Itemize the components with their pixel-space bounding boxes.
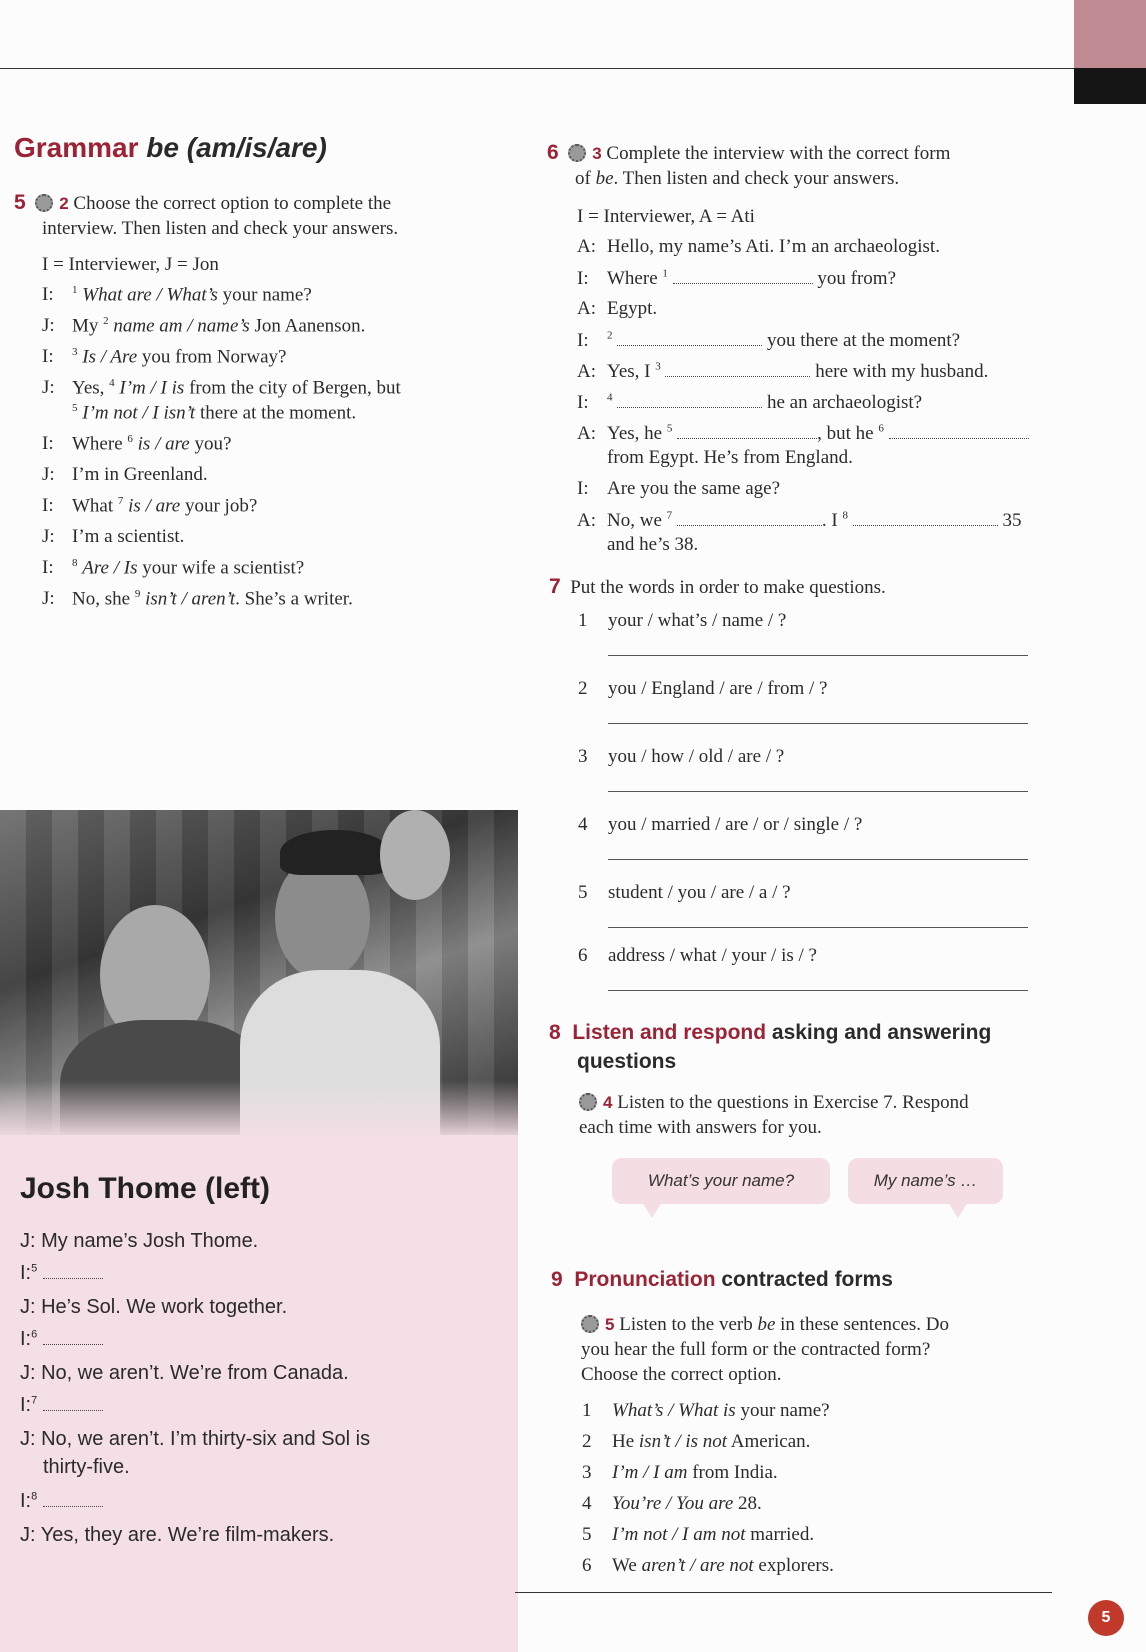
exercise-number: 5 — [14, 191, 26, 214]
answer-blank[interactable] — [665, 360, 810, 377]
option-choice[interactable]: I’m not / I am not — [612, 1524, 746, 1545]
sentence-item: 4 You’re / You are 28. — [582, 1493, 762, 1514]
answer-blank[interactable] — [889, 422, 1029, 439]
josh-blank-line: I:$^5$ — [20, 1262, 103, 1285]
sentence-item: 1 What’s / What is your name? — [582, 1400, 830, 1421]
dialogue-line: A: Yes, he $^5$ , but he $^6$ — [577, 422, 1029, 445]
josh-line: J: No, we aren’t. I’m thirty-six and Sol is — [20, 1428, 371, 1450]
question-item: 3 you / how / old / are / ? — [578, 746, 1038, 792]
josh-line: J: No, we aren’t. We’re from Canada. — [20, 1362, 349, 1384]
page-number: 5 — [1088, 1600, 1124, 1636]
exercise-number: 9 — [551, 1268, 563, 1291]
exercise-7-instruction: 7 Put the words in order to make questions. — [549, 575, 886, 598]
dialogue-line: I: What $^7$ is / are your job? — [42, 495, 258, 517]
bottom-rule — [515, 1592, 1052, 1593]
track-number: 5 — [605, 1315, 615, 1334]
dialogue-line: $^5$ I’m not / I isn’t there at the moment. — [72, 402, 357, 424]
dialogue-line: I: $^4$ he an archaeologist? — [577, 391, 923, 413]
question-item: 2 you / England / are / from / ? — [578, 678, 1038, 724]
exercise-9-instruction: 5 Listen to the verb be in these sentences. Do you hear the full form or the contracted form? Choose the correct option. — [581, 1314, 949, 1385]
answer-line[interactable] — [608, 790, 1028, 792]
answer-blank[interactable] — [677, 422, 817, 439]
section-heading — [14, 132, 327, 164]
question-item: 5 student / you / are / a / ? — [578, 882, 1038, 928]
heading-rest: be (am/is/are) — [146, 132, 327, 163]
question-item: 6 address / what / your / is / ? — [578, 945, 1038, 991]
dialogue-line: J: No, she $^9$ isn’t / aren’t. She’s a writer. — [42, 588, 353, 610]
answer-blank[interactable] — [617, 391, 762, 408]
option-choice[interactable]: aren’t / are not — [641, 1555, 754, 1576]
dialogue-line: A: Yes, I $^3$ here with my husband. — [577, 360, 989, 382]
answer-line[interactable] — [608, 858, 1028, 860]
answer-line[interactable] — [608, 989, 1028, 991]
audio-cd-icon[interactable] — [568, 144, 586, 162]
exercise-9-heading: 9 Pronunciation contracted forms — [551, 1268, 893, 1291]
option-choice[interactable]: You’re / You are — [612, 1493, 734, 1514]
option-choice[interactable]: What are / What’s — [82, 284, 218, 306]
dialogue-line: I: $^1$ What are / What’s your name? — [42, 284, 312, 306]
option-choice[interactable]: name am / name’s — [113, 315, 250, 337]
answer-blank[interactable] — [677, 509, 822, 526]
josh-line: thirty-five. — [43, 1456, 130, 1478]
answer-blank[interactable] — [853, 509, 998, 526]
speaker-key: I = Interviewer, J = Jon — [42, 254, 219, 275]
dialogue-line: J: Yes, $^4$ I’m / I is from the city of Bergen, but — [42, 377, 401, 399]
option-choice[interactable]: is / are — [128, 495, 181, 517]
answer-line[interactable] — [608, 654, 1028, 656]
dialogue-line: A: Egypt. — [577, 298, 658, 319]
josh-blank-line: I:$^6$ — [20, 1328, 103, 1351]
josh-blank-line: I:$^7$ — [20, 1394, 103, 1417]
sentence-item: 2 He isn’t / is not American. — [582, 1431, 811, 1452]
option-choice[interactable]: I’m / I is — [119, 377, 185, 399]
option-choice[interactable]: What’s / What is — [612, 1400, 736, 1421]
dialogue-line: I: Are you the same age? — [577, 478, 781, 499]
panel-title: Josh Thome (left) — [20, 1172, 271, 1205]
speech-bubble: My name’s … — [848, 1158, 1003, 1204]
option-choice[interactable]: Are / Is — [82, 557, 138, 579]
answer-blank[interactable] — [673, 267, 813, 284]
dialogue-line: J: My $^2$ name am / name’s Jon Aanenson. — [42, 315, 366, 337]
josh-line: J: He’s Sol. We work together. — [20, 1296, 288, 1318]
instruction: of be. Then listen and check your answers. — [575, 168, 900, 189]
question-item: 4 you / married / are / or / single / ? — [578, 814, 1038, 860]
dialogue-line: I: Where $^1$ you from? — [577, 267, 897, 289]
corner-tab — [1074, 0, 1146, 104]
dialogue-line: J: I’m in Greenland. — [42, 464, 208, 485]
instruction: Complete the interview with the correct form — [606, 143, 951, 164]
exercise-number: 8 — [549, 1021, 561, 1044]
dialogue-line: from Egypt. He’s from England. — [607, 447, 853, 468]
option-choice[interactable]: Is / Are — [82, 346, 138, 368]
answer-blank[interactable] — [617, 329, 762, 346]
josh-line: J: Yes, they are. We’re film-makers. — [20, 1524, 335, 1546]
top-rule — [0, 68, 1146, 69]
speech-bubble: What’s your name? — [612, 1158, 830, 1204]
dialogue-line: A: No, we $^7$ . I $^8$ 35 — [577, 509, 1022, 531]
question-item: 1 your / what’s / name / ? — [578, 610, 1038, 656]
dialogue-line: I: $^2$ you there at the moment? — [577, 329, 961, 351]
audio-cd-icon[interactable] — [579, 1093, 597, 1111]
instruction: interview. Then listen and check your answers. — [42, 218, 399, 239]
track-number: 2 — [59, 194, 69, 213]
answer-line[interactable] — [608, 722, 1028, 724]
track-number: 4 — [603, 1093, 613, 1112]
exercise-8-instruction: 4 Listen to the questions in Exercise 7. Respond each time with answers for you. — [579, 1092, 969, 1138]
dialogue-line: I: $^8$ Are / Is your wife a scientist? — [42, 557, 305, 579]
heading-red: Grammar — [14, 132, 139, 163]
instruction: Choose the correct option to complete the — [73, 193, 392, 214]
dialogue-line: A: Hello, my name’s Ati. I’m an archaeologist. — [577, 236, 940, 257]
exercise-6 — [547, 140, 1067, 191]
sentence-item: 6 We aren’t / are not explorers. — [582, 1555, 834, 1576]
exercise-number: 7 — [549, 575, 561, 598]
dialogue-line: J: I’m a scientist. — [42, 526, 185, 547]
exercise-number: 6 — [547, 141, 559, 164]
josh-blank-line: I:$^8$ — [20, 1490, 103, 1513]
dialogue-line: I: Where $^6$ is / are you? — [42, 433, 232, 455]
sentence-item: 3 I’m / I am from India. — [582, 1462, 778, 1483]
exercise-5 — [14, 190, 484, 241]
answer-line[interactable] — [608, 926, 1028, 928]
option-choice[interactable]: isn’t / is not — [638, 1431, 728, 1452]
option-choice[interactable]: I’m not / I isn’t — [82, 402, 196, 424]
option-choice[interactable]: is / are — [137, 433, 190, 455]
exercise-8-heading: 8 Listen and respond asking and answering questions — [549, 1021, 992, 1073]
josh-line: J: My name’s Josh Thome. — [20, 1230, 259, 1252]
speaker-key: I = Interviewer, A = Ati — [577, 206, 755, 227]
option-choice[interactable]: isn’t / aren’t — [145, 588, 236, 610]
dialogue-line: and he’s 38. — [607, 534, 699, 555]
track-number: 3 — [592, 144, 602, 163]
audio-cd-icon[interactable] — [35, 194, 53, 212]
option-choice[interactable]: I’m / I am — [612, 1462, 688, 1483]
audio-cd-icon[interactable] — [581, 1315, 599, 1333]
sentence-item: 5 I’m not / I am not married. — [582, 1524, 815, 1545]
dialogue-line: I: $^3$ Is / Are you from Norway? — [42, 346, 287, 368]
